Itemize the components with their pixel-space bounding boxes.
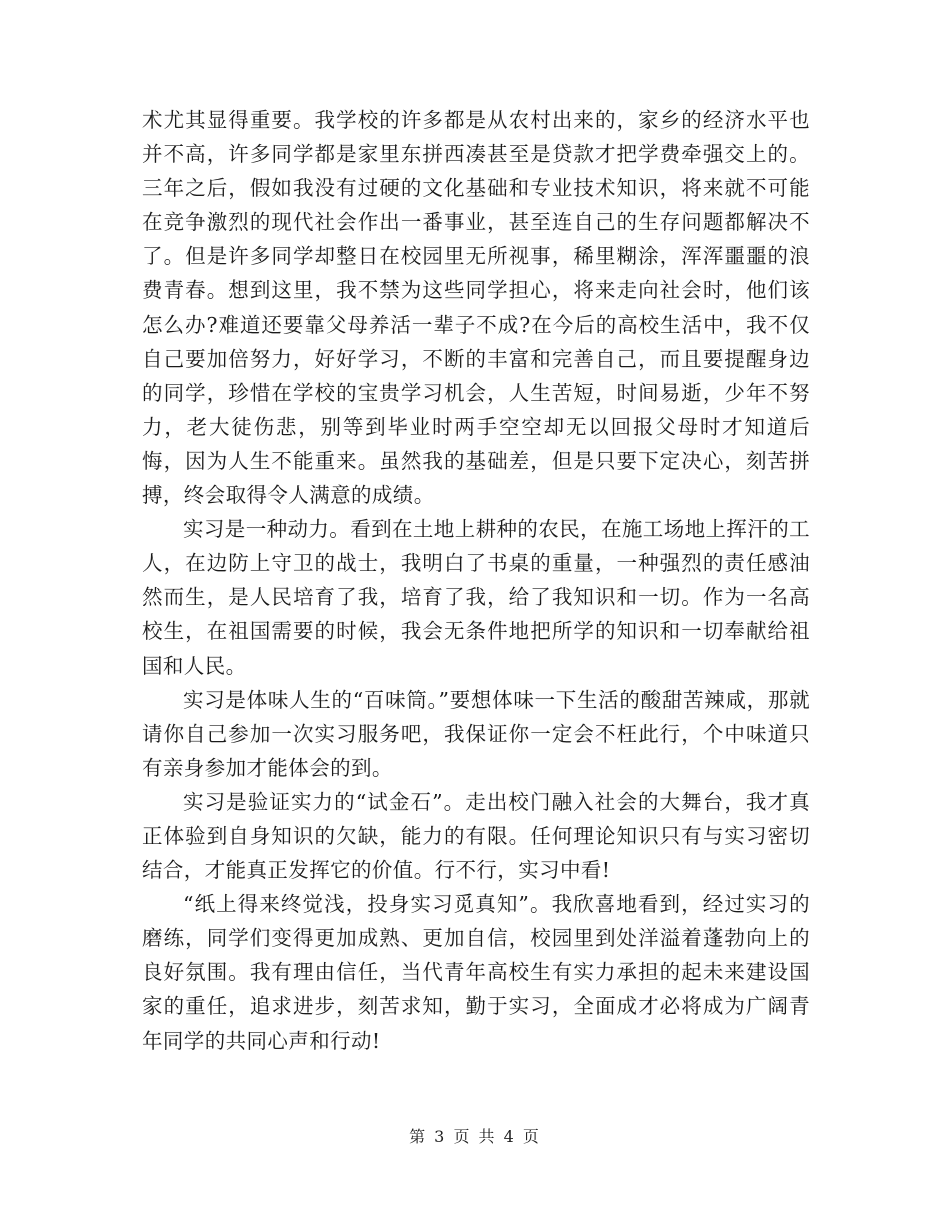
page-number-footer: 第 3 页 共 4 页 xyxy=(409,1127,541,1146)
document-body xyxy=(142,103,810,1058)
paragraph-life-flavors: 实习是体味人生的“百味筒。”要想体味一下生活的酸甜苦辣咸，那就请你自己参加一次实习服务吧，我保证你一定会不枉此行，个中味道只有亲身参加才能体会的到。 xyxy=(142,687,810,780)
paragraph-touchstone: 实习是验证实力的“试金石”。走出校门融入社会的大舞台，我才真正体验到自身知识的欠缺，能力的有限。任何理论知识只有与实习密切结合，才能真正发挥它的价值。行不行，实习中看! xyxy=(142,789,810,883)
paragraph-motivation: 实习是一种动力。看到在土地上耕种的农民，在施工场地上挥汗的工人，在边防上守卫的战士，我明白了书桌的重量，一种强烈的责任感油然而生，是人民培育了我，培育了我，给了我知识和一切。作为一名高校生，在祖国需要的时候，我会无条件地把所学的知识和一切奉献给祖国和人民。 xyxy=(142,517,810,678)
paragraph-continuation: 术尤其显得重要。我学校的许多都是从农村出来的，家乡的经济水平也并不高，许多同学都是家里东拼西凑甚至是贷款才把学费牵强交上的。三年之后，假如我没有过硬的文化基础和专业技术知识，将来就不可能在竞争激烈的现代社会作出一番事业，甚至连自己的生存问题都解决不了。但是许多同学却整日在校园里无所视事，稀里糊涂，浑浑噩噩的浪费青春。想到这里，我不禁为这些同学担心，将来走向社会时，他们该怎么办?难道还要靠父母养活一辈子不成?在今后的高校生活中，我不仅自己要加倍努力，好好学习，不断的丰富和完善自己，而且要提醒身边的同学，珍惜在学校的宝贵学习机会，人生苦短，时间易逝，少年不努力，老大徒伤悲，别等到毕业时两手空空却无以回报父母时才知道后悔，因为人生不能重来。虽然我的基础差，但是只要下定决心，刻苦拼搏，终会取得令人满意的成绩。 xyxy=(142,108,810,508)
paragraph-conclusion: “纸上得来终觉浅，投身实习觅真知”。我欣喜地看到，经过实习的磨练，同学们变得更加成熟、更加自信，校园里到处洋溢着蓬勃向上的良好氛围。我有理由信任，当代青年高校生有实力承担的起未来建设国家的重任，追求进步，刻苦求知，勤于实习，全面成才必将成为广阔青年同学的共同心声和行动! xyxy=(142,892,810,1053)
